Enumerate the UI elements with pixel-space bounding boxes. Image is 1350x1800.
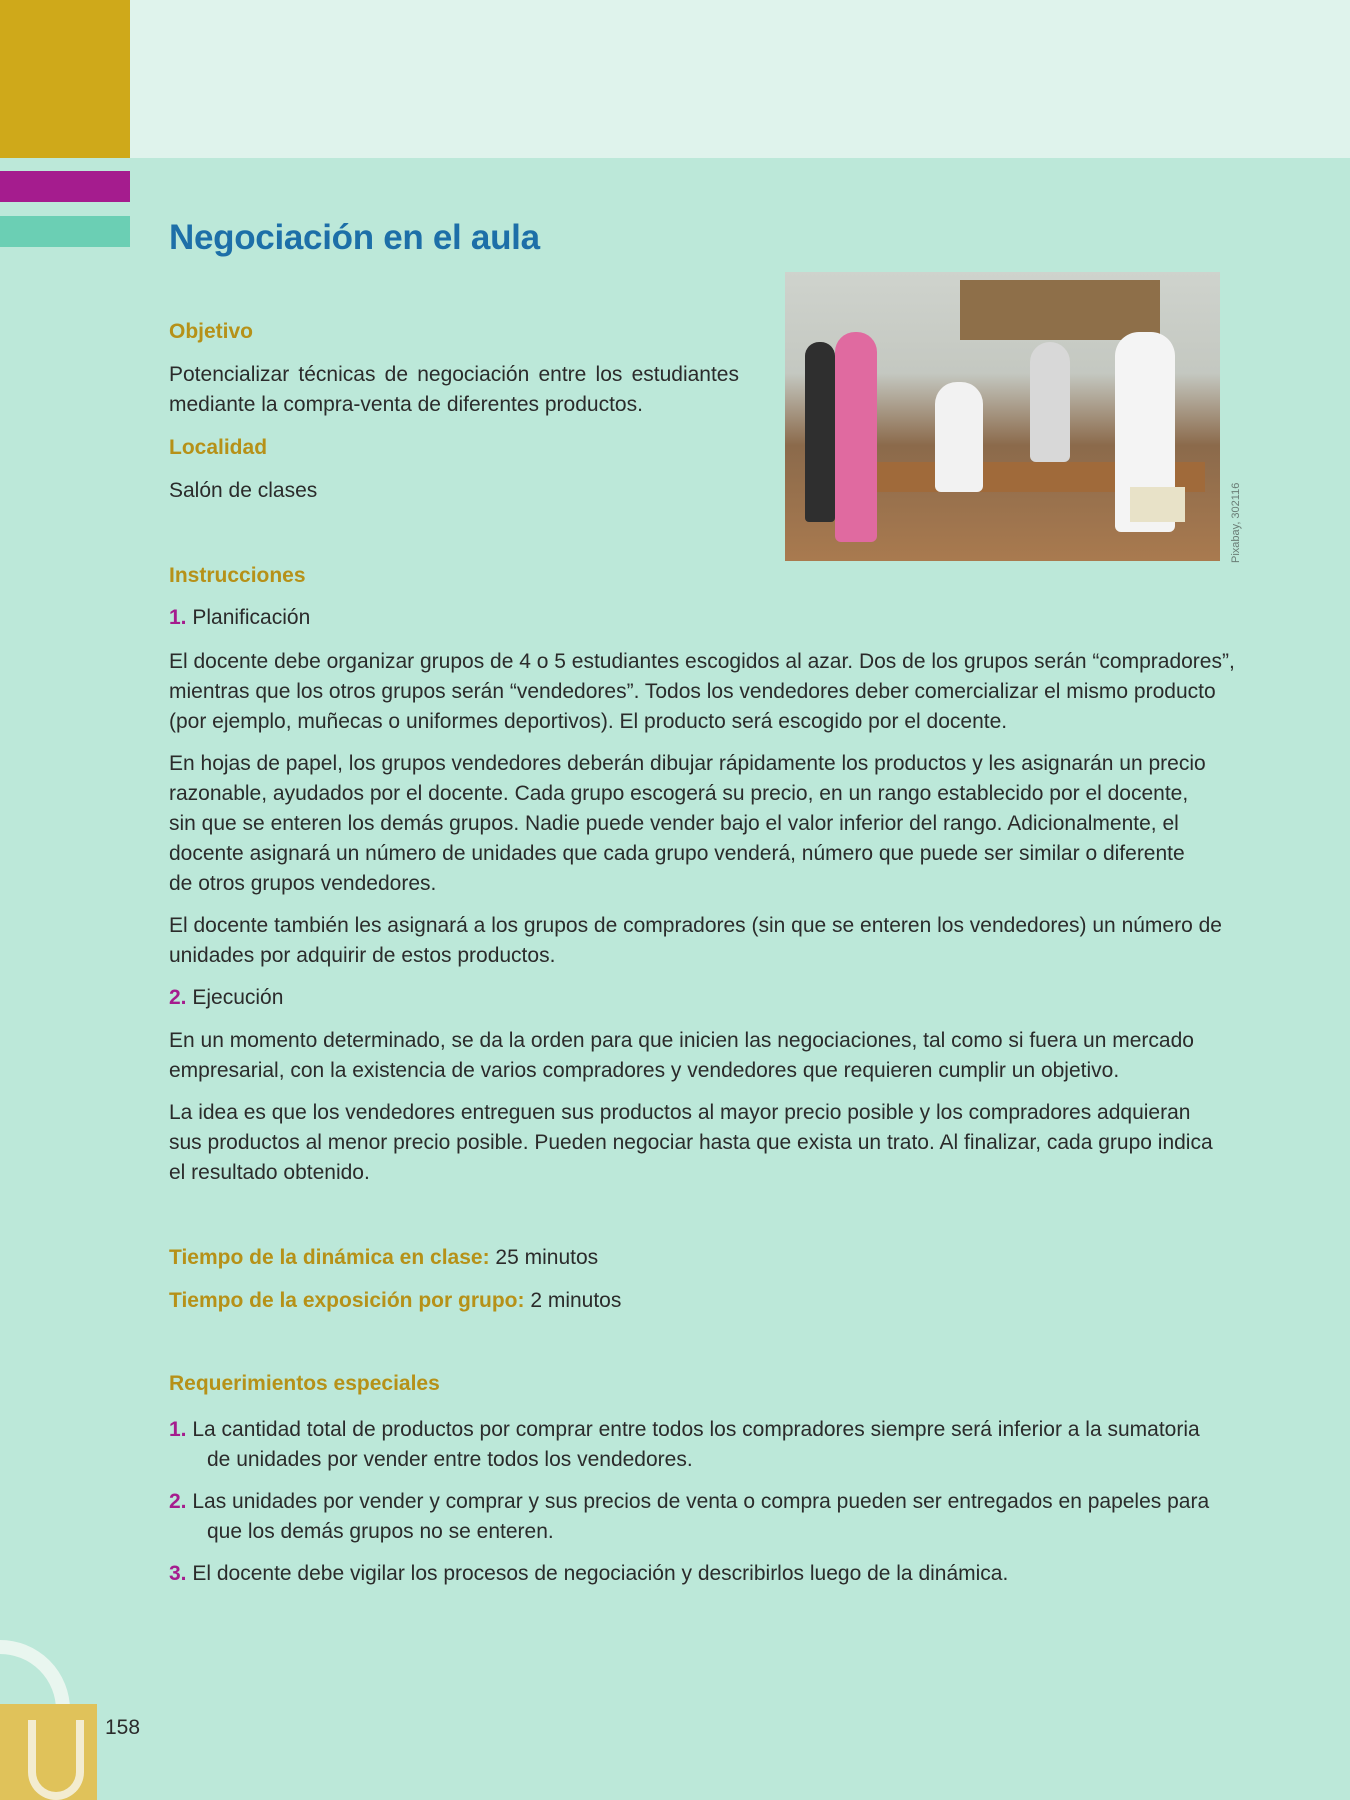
photo-student [835, 332, 877, 542]
corner-gold-block [0, 0, 130, 158]
photo-student [1030, 342, 1070, 462]
page-title: Negociación en el aula [169, 218, 540, 257]
step-title: Planificación [192, 606, 311, 629]
step-number: 1. [169, 606, 187, 629]
requirement-item-2 [169, 1487, 1209, 1517]
classroom-photo [785, 272, 1220, 561]
locality-heading: Localidad [169, 436, 268, 459]
step1-para3-line: unidades por adquirir de estos productos. [169, 944, 556, 967]
requirement-item-3 [169, 1559, 1008, 1589]
step-number: 2. [169, 986, 187, 1009]
requirements-heading: Requerimientos especiales [169, 1372, 440, 1395]
photo-student [935, 382, 983, 492]
class-time [169, 1243, 598, 1273]
requirement-item-2-cont: que los demás grupos no se enteren. [207, 1520, 554, 1543]
requirement-item-1-cont: de unidades por vender entre todos los vendedores. [207, 1448, 693, 1471]
step1-para2-line: razonable, ayudados por el docente. Cada grupo escogerá su precio, en un rango establecido por el docente, [169, 782, 1189, 805]
magenta-stripe [0, 171, 130, 202]
objective-heading: Objetivo [169, 320, 254, 343]
requirement-number: 3. [169, 1562, 187, 1585]
requirement-item-1 [169, 1415, 1200, 1445]
lightbulb-base-icon [28, 1720, 84, 1800]
group-time [169, 1286, 621, 1316]
locality-text: Salón de clases [169, 479, 318, 502]
photo-credit: Pixabay, 302116 [1230, 482, 1242, 563]
objective-line-2: mediante la compra-venta de diferentes productos. [169, 393, 643, 416]
step1-para1-line: mientras que los otros grupos serán “vendedores”. Todos los vendedores deber comercializar el mismo producto [169, 680, 1216, 703]
step1-para2-line: En hojas de papel, los grupos vendedores deberán dibujar rápidamente los productos y les asignarán un precio [169, 752, 1206, 775]
photo-student [805, 342, 835, 522]
teal-stripe [0, 216, 130, 247]
step2-para1-line: En un momento determinado, se da la orden para que inicien las negociaciones, tal como si fuera un mercado [169, 1029, 1194, 1052]
objective-line-1: Potencializar técnicas de negociación entre los estudiantes [169, 363, 739, 386]
header-band [0, 0, 1350, 158]
step-2-heading [169, 983, 283, 1013]
photo-board [960, 280, 1160, 340]
step2-para2-line: el resultado obtenido. [169, 1161, 370, 1184]
step2-para2-line: sus productos al menor precio posible. Pueden negociar hasta que exista un trato. Al finalizar, cada grupo indica [169, 1131, 1213, 1154]
step1-para2-line: docente asignará un número de unidades que cada grupo venderá, número que puede ser similar o diferente [169, 842, 1185, 865]
requirement-text: El docente debe vigilar los procesos de negociación y describirlos luego de la dinámica. [186, 1562, 1009, 1585]
class-time-label: Tiempo de la dinámica en clase: [169, 1246, 490, 1269]
requirement-number: 2. [169, 1490, 187, 1513]
step1-para3-line: El docente también les asignará a los grupos de compradores (sin que se enteren los vendedores) un número de [169, 914, 1222, 937]
step-1-heading [169, 603, 310, 633]
step-title: Ejecución [192, 986, 284, 1009]
requirement-number: 1. [169, 1418, 187, 1441]
step1-para2-line: de otros grupos vendedores. [169, 872, 437, 895]
requirement-text: Las unidades por vender y comprar y sus precios de venta o compra pueden ser entregados en papeles para [186, 1490, 1210, 1513]
page-number: 158 [105, 1716, 141, 1739]
step1-para1-line: El docente debe organizar grupos de 4 o 5 estudiantes escogidos al azar. Dos de los grupos serán “compradores”, [169, 650, 1235, 673]
class-time-value: 25 minutos [489, 1246, 599, 1269]
instructions-heading: Instrucciones [169, 564, 306, 587]
step2-para1-line: empresarial, con la existencia de varios compradores y vendedores que requieren cumplir un objetivo. [169, 1059, 1120, 1082]
step2-para2-line: La idea es que los vendedores entreguen sus productos al mayor precio posible y los compradores adquieran [169, 1101, 1191, 1124]
requirement-text: La cantidad total de productos por comprar entre todos los compradores siempre será inferior a la sumatoria [186, 1418, 1200, 1441]
step1-para2-line: sin que se enteren los demás grupos. Nadie puede vender bajo el valor inferior del rango. Adicionalmente, el [169, 812, 1179, 835]
group-time-label: Tiempo de la exposición por grupo: [169, 1289, 525, 1312]
step1-para1-line: (por ejemplo, muñecas o uniformes deportivos). El producto será escogido por el docente. [169, 710, 1008, 733]
photo-books [1130, 487, 1185, 522]
group-time-value: 2 minutos [524, 1289, 622, 1312]
